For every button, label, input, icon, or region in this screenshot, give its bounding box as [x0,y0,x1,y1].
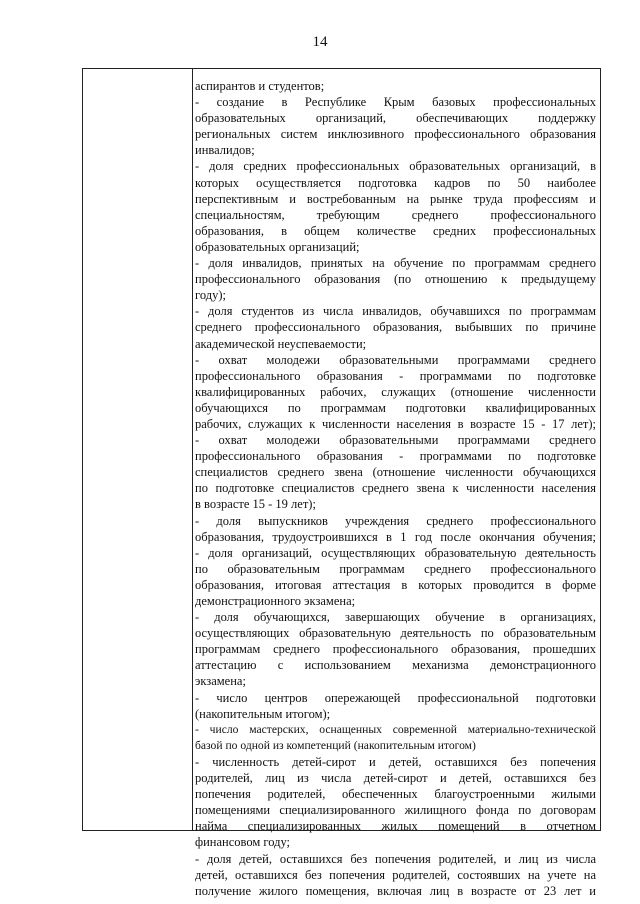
column-divider [192,69,193,830]
text-line: специальностям, требующим среднего профессионального [195,207,596,222]
text-line: образовательных организаций, обеспечивающих поддержку [195,111,596,126]
text-line: родителей, лиц из числа детей-сирот и детей, оставшихся без [195,771,596,786]
text-line: среднего профессионального образования, выбывших по причине [195,320,596,335]
text-line: экзамена; [195,674,246,689]
text-line: году); [195,288,226,303]
text-line: - число центров опережающей профессиональной подготовки [195,690,596,705]
text-line: образования, в общем количестве средних профессиональных [195,223,596,238]
text-line: осуществляющих образовательную деятельность по образовательным [195,626,596,641]
text-line: профессионального образования - программами по подготовке [195,368,596,383]
text-line: - доля инвалидов, принятых на обучение по программам среднего [195,256,596,271]
text-line: попечения родителей, обеспеченных благоустроенными жилыми [195,787,596,802]
text-line: найма специализированных жилых помещений в отчетном [195,819,596,834]
text-line: - доля обучающихся, завершающих обучение в организациях, [195,610,596,625]
text-line: - число мастерских, оснащенных современной материально-технической [195,722,596,736]
indicator-list-cell [195,78,596,899]
text-line: обучающихся по программам подготовки квалифицированных [195,400,596,415]
text-line: - охват молодежи образовательными программами среднего [195,352,596,367]
text-line: квалифицированных рабочих, служащих (отношение численности [195,384,596,399]
text-line: по образовательным программам среднего профессионального [195,561,596,576]
text-line: получение жилого помещения, включая лиц в возрасте от 23 лет и [195,883,596,898]
document-table [82,68,601,898]
text-line: - охват молодежи образовательными программами среднего [195,433,596,448]
text-line: - доля организаций, осуществляющих образовательную деятельность [195,545,596,560]
text-line: - доля выпускников учреждения среднего профессионального [195,513,596,528]
text-line: образования, итоговая аттестация в которых проводится в форме [195,577,596,592]
text-line: инвалидов; [195,143,255,158]
text-line: аспирантов и студентов; [195,79,325,93]
text-line: демонстрационного экзамена; [195,594,356,608]
text-line: (накопительным итогом); [195,706,331,721]
text-line: базой по одной из компетенций (накопительным итогом) [195,738,476,752]
text-line: региональных систем инклюзивного профессионального образования [195,127,596,142]
text-line: профессионального образования - программами по подготовке [195,449,596,464]
text-line: детей, оставшихся без попечения родителей, состоявших на учете на [195,867,596,882]
text-line: - доля средних профессиональных образовательных организаций, в [195,159,596,174]
text-line: - численность детей-сирот и детей, оставшихся без попечения [195,754,596,769]
text-line: которых осуществляется подготовка кадров по 50 наиболее [195,175,596,190]
text-line: аттестацию с использованием механизма демонстрационного [195,658,596,673]
text-line: - доля студентов из числа инвалидов, обучавшихся по программам [195,304,596,319]
text-line: образования, трудоустроившихся в 1 год после окончания обучения; [195,529,596,544]
text-line: рабочих, служащих к численности населения в возрасте 15 - 17 лет); [195,416,596,431]
text-line: - создание в Республике Крым базовых профессиональных [195,95,596,110]
text-line: академической неуспеваемости; [195,336,367,351]
text-line: перспективным и востребованным на рынке труда профессиям и [195,191,596,206]
text-line: по подготовке специалистов среднего звена к численности населения [195,481,596,496]
text-line: финансовом году; [195,835,291,850]
page-number: 14 [312,34,328,50]
text-line: программам среднего профессионального образования, прошедших [195,642,596,657]
text-line: - доля детей, оставшихся без попечения родителей, и лиц из числа [195,851,596,866]
text-line: образовательных организаций; [195,239,360,254]
text-line: профессионального образования (по отношению к предыдущему [195,272,596,287]
text-line: помещениями специализированного жилищного фонда по договорам [195,803,596,818]
text-line: специалистов среднего звена (отношение численности обучающихся [195,465,596,480]
text-line: в возрасте 15 - 19 лет); [195,497,316,512]
